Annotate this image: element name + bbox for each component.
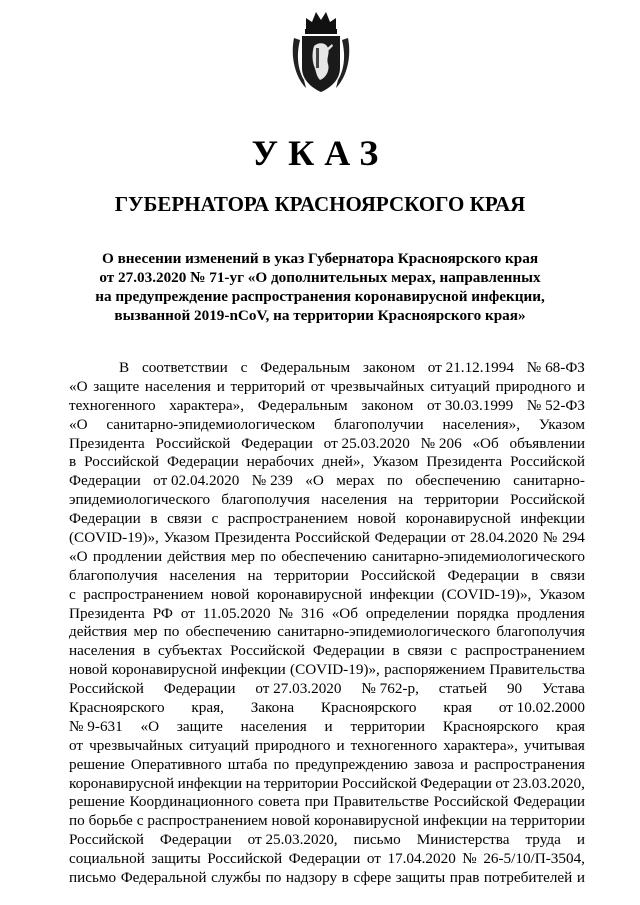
body-word: штаба <box>227 755 268 773</box>
body-word: 294 <box>562 529 585 547</box>
body-word: продлении <box>92 547 163 565</box>
body-word: коронавирусной <box>256 585 362 603</box>
body-word: и <box>336 736 345 754</box>
body-line <box>69 529 585 548</box>
body-line <box>69 699 585 718</box>
body-word: Устава <box>541 680 585 698</box>
body-line <box>69 756 585 775</box>
body-word: в <box>150 510 158 528</box>
body-line <box>69 416 585 435</box>
body-line <box>69 378 585 397</box>
body-word: края, <box>191 699 224 717</box>
body-word: защиты <box>151 850 201 868</box>
body-word: санитарно-эпидемиологическом <box>106 415 316 433</box>
body-word: с <box>211 510 219 528</box>
body-word: и <box>576 831 585 849</box>
body-word: Федерации <box>420 774 492 792</box>
body-word: Федеральной <box>120 869 207 887</box>
body-word: Федерации <box>288 850 361 868</box>
body-word: определении <box>365 604 449 622</box>
body-word: мер <box>231 547 255 565</box>
body-word: связи <box>167 510 202 528</box>
body-word: Федерации <box>159 831 232 849</box>
body-word: техногенного <box>350 736 438 754</box>
body-word: территории <box>274 566 349 584</box>
body-word: № 68-ФЗ <box>526 359 585 376</box>
body-word: инфекции <box>520 510 585 528</box>
body-word: № 206 <box>420 434 462 452</box>
body-word: Красноярского <box>442 717 539 735</box>
body-word: решение <box>69 793 125 811</box>
body-word: надзору <box>285 869 338 887</box>
body-word: по <box>163 623 180 641</box>
body-word: Федерации <box>447 566 520 584</box>
body-word: Федерации <box>69 472 141 490</box>
body-word: распространением <box>227 510 348 528</box>
decree-heading <box>60 249 580 325</box>
body-word: новой <box>271 812 311 830</box>
body-word: с <box>450 642 457 660</box>
body-word: дней», <box>322 453 365 471</box>
krasnoyarsk-coat-of-arms-icon <box>292 8 350 94</box>
body-line <box>69 586 585 605</box>
body-word: благополучия <box>496 623 585 641</box>
body-line <box>69 510 585 529</box>
body-word: территории <box>424 491 499 509</box>
body-word: инфекции <box>423 812 488 830</box>
body-word: и <box>460 755 469 773</box>
body-word: Российской <box>230 642 305 660</box>
body-word: Российской <box>510 453 585 471</box>
body-word: Президента <box>426 453 503 471</box>
body-word: характера», <box>443 736 518 754</box>
body-word: от <box>451 529 466 547</box>
body-word: Правительстве <box>333 793 429 811</box>
body-word: населения», <box>442 415 520 433</box>
body-word: предупреждению <box>295 755 408 773</box>
decree-body-text <box>69 359 585 888</box>
heading-line: на предупреждение распространения коронавирусной инфекции, <box>95 288 545 305</box>
body-word: от 30.03.1999 <box>427 396 514 414</box>
body-word: и <box>576 377 585 395</box>
body-word: распространением <box>464 642 585 660</box>
body-word: распространением <box>83 585 204 603</box>
body-word: «О <box>69 415 88 433</box>
body-word: 26-5/10/П-3504, <box>483 850 585 868</box>
body-word: Федерации <box>513 793 585 811</box>
body-word: территорий <box>230 377 306 395</box>
document-title: УКАЗ <box>251 133 389 173</box>
body-word: населения <box>69 642 136 660</box>
body-word: по <box>265 869 282 887</box>
body-word: Указом <box>163 529 210 547</box>
body-word: труда <box>525 831 561 849</box>
body-line <box>69 472 585 491</box>
body-word: № <box>462 850 477 868</box>
body-word: защите <box>93 377 140 395</box>
body-word: «Об <box>331 604 358 622</box>
body-word: в <box>392 642 400 660</box>
body-word: Правительства <box>489 661 585 679</box>
body-word: «О <box>305 472 324 490</box>
body-word: благополучия <box>69 566 158 584</box>
body-line <box>69 359 585 378</box>
body-word: Указом <box>538 585 585 603</box>
body-word: по <box>273 755 290 773</box>
body-word: от 27.03.2020 <box>255 680 342 698</box>
body-word: санитарно- <box>513 472 585 490</box>
body-word: и <box>576 869 585 887</box>
body-word: коронавирусной <box>405 510 511 528</box>
body-word: от <box>180 604 195 622</box>
body-line <box>69 869 585 888</box>
body-word: на <box>247 566 263 584</box>
body-word: Координационного <box>129 793 254 811</box>
body-word: распоряжением <box>384 661 486 679</box>
body-word: населения <box>144 377 211 395</box>
body-word: статьей <box>438 680 488 698</box>
body-word: от <box>69 736 84 754</box>
body-word: края <box>556 717 585 735</box>
body-line <box>69 548 585 567</box>
body-word: распространением <box>147 812 268 830</box>
body-line <box>69 623 585 642</box>
body-word: Федерации <box>166 453 239 471</box>
body-word: «О <box>69 377 88 395</box>
body-word: по <box>69 812 85 830</box>
body-word: новой <box>69 661 108 679</box>
body-word: Красноярского <box>320 699 417 717</box>
body-word: с <box>69 585 76 603</box>
body-word: новой <box>210 585 250 603</box>
body-line <box>69 831 585 850</box>
body-line <box>69 793 585 812</box>
body-word: населения <box>321 491 388 509</box>
body-word: Российской <box>155 434 231 452</box>
body-word: чрезвычайных <box>330 377 425 395</box>
body-word: № 762-р, <box>361 680 419 698</box>
body-word: связи <box>407 642 443 660</box>
body-word: эпидемиологического <box>69 491 211 509</box>
body-word: № <box>278 604 294 622</box>
body-word: от 25.03.2020, <box>247 831 338 849</box>
body-word: Федерации <box>69 510 141 528</box>
body-word: порядка <box>456 604 509 622</box>
body-word: законом <box>362 359 415 376</box>
body-word: Указом <box>372 453 419 471</box>
body-line <box>69 397 585 416</box>
body-line <box>69 850 585 869</box>
body-word: Российской <box>341 774 417 792</box>
body-word: субъектах <box>158 642 223 660</box>
body-word: Президента <box>214 529 291 547</box>
body-word: Федерации <box>312 642 385 660</box>
body-word: завоза <box>413 755 454 773</box>
body-word: Федерации <box>374 529 447 547</box>
body-word: на <box>398 491 414 509</box>
body-word: Российской <box>360 566 436 584</box>
body-word: № <box>542 529 558 547</box>
body-word: населения <box>240 717 307 735</box>
body-word: от 25.03.2020 <box>323 434 410 452</box>
body-word: № 9-631 <box>69 717 123 735</box>
body-word: письмо <box>69 869 117 887</box>
body-line <box>69 680 585 699</box>
body-word: по <box>260 547 277 565</box>
body-word: сфере <box>353 869 392 887</box>
body-word: Указом <box>538 415 585 433</box>
body-line <box>69 661 585 680</box>
body-word: инфекции <box>221 661 286 679</box>
body-word: Российской <box>433 793 509 811</box>
body-word: нерабочих <box>246 453 315 471</box>
body-word: мер <box>133 623 158 641</box>
body-word: защите <box>176 717 223 735</box>
body-word: (COVID-19)», <box>290 661 380 679</box>
body-word: Президента <box>69 434 145 452</box>
heading-line: вызванной 2019-nCoV, на территории Красноярского края» <box>114 307 526 324</box>
body-word: в <box>531 566 539 584</box>
body-word: от <box>495 774 510 792</box>
body-word: 17.04.2020 <box>387 850 456 868</box>
body-word: в <box>69 453 77 471</box>
body-word: Российской <box>69 831 144 849</box>
body-line <box>69 642 585 661</box>
body-word: защиты <box>395 869 446 887</box>
body-word: от 21.12.1994 <box>427 359 514 376</box>
body-word: прав <box>449 869 480 887</box>
body-word: при <box>304 793 329 811</box>
body-word: ситуаций <box>430 377 490 395</box>
body-word: обеспечению <box>415 472 501 490</box>
body-word: Российской <box>207 850 283 868</box>
body-line <box>69 605 585 624</box>
body-word: связи <box>550 566 585 584</box>
body-word: Президента <box>69 604 145 622</box>
body-word: Закона <box>250 699 295 717</box>
body-word: 90 <box>506 680 523 698</box>
body-word: коронавирусной <box>111 661 217 679</box>
body-line <box>69 737 585 756</box>
body-word: № 52-ФЗ <box>526 396 585 414</box>
body-word: совета <box>258 793 300 811</box>
body-word: 23.03.2020, <box>512 774 585 792</box>
body-word: Российской <box>294 529 370 547</box>
body-word: законом <box>361 396 414 414</box>
body-word: природного <box>495 377 572 395</box>
body-word: ситуаций <box>189 736 249 754</box>
body-word: чрезвычайных <box>89 736 184 754</box>
body-word: на <box>491 812 507 830</box>
body-word: (COVID-19)», <box>441 585 532 603</box>
body-word: природного <box>254 736 331 754</box>
body-word: в <box>341 869 349 887</box>
body-word: Красноярского <box>69 699 165 717</box>
body-word: действия <box>69 623 128 641</box>
body-word: и <box>216 377 225 395</box>
body-word: по <box>387 472 403 490</box>
body-word: решение <box>69 755 125 773</box>
body-word: распространения <box>474 755 585 773</box>
body-word: социальной <box>69 850 145 868</box>
body-word: края <box>443 699 473 717</box>
body-word: службы <box>211 869 262 887</box>
body-word: инфекции <box>177 774 243 792</box>
body-word: (COVID-19)», <box>69 529 159 547</box>
body-word: «О <box>69 547 88 565</box>
body-word: территории <box>350 717 426 735</box>
body-word: «Об <box>472 434 499 452</box>
body-line <box>69 453 585 472</box>
body-word: действия <box>167 547 226 565</box>
body-word: Федерации <box>163 680 236 698</box>
body-word: коронавирусной <box>313 812 420 830</box>
body-word: Федеральным <box>260 359 351 376</box>
body-word: на <box>245 774 261 792</box>
body-word: продления <box>516 604 585 622</box>
body-word: борьбе <box>88 812 133 830</box>
body-word: благополучии <box>333 415 424 433</box>
body-word: от <box>310 377 325 395</box>
body-word: Российской <box>84 453 159 471</box>
body-word: территории <box>263 774 339 792</box>
body-word: Федерации <box>241 434 313 452</box>
body-word: 11.05.2020 <box>202 604 271 622</box>
body-word: мерах <box>336 472 375 490</box>
body-line <box>69 718 585 737</box>
body-word: населения <box>169 566 236 584</box>
body-line <box>69 567 585 586</box>
body-line <box>69 435 585 454</box>
body-word: техногенного <box>69 396 156 414</box>
body-word: обеспечению <box>185 623 272 641</box>
body-line <box>69 491 585 510</box>
body-word: санитарно-эпидемиологического <box>372 547 585 565</box>
body-word: от 02.04.2020 <box>153 472 240 490</box>
body-word: инфекции <box>369 585 435 603</box>
body-word: санитарно-эпидемиологического <box>277 623 491 641</box>
body-word: территории <box>510 812 585 830</box>
body-word: новой <box>357 510 397 528</box>
body-word: обеспечению <box>281 547 367 565</box>
body-word: от 10.02.2000 <box>498 699 585 717</box>
body-word: РФ <box>152 604 173 622</box>
body-word: коронавирусной <box>69 774 175 792</box>
body-word: с <box>240 359 248 376</box>
body-word: Российской <box>69 680 144 698</box>
body-word: учитывая <box>524 736 585 754</box>
heading-line: О внесении изменений в указ Губернатора Красноярского края <box>101 250 539 267</box>
body-word: Оперативного <box>130 755 222 773</box>
body-word: объявлении <box>509 434 585 452</box>
body-word: Федеральным <box>257 396 348 414</box>
body-word: № 239 <box>251 472 293 490</box>
body-word: в <box>142 642 151 660</box>
body-word: от <box>366 850 381 868</box>
document-subtitle: ГУБЕРНАТОРА КРАСНОЯРСКОГО КРАЯ <box>114 192 526 216</box>
body-word: характера», <box>169 396 245 414</box>
body-word: и <box>324 717 333 735</box>
body-word: благополучия <box>221 491 310 509</box>
body-word: Министерства <box>416 831 510 849</box>
body-word: письмо <box>353 831 401 849</box>
body-line <box>69 812 585 831</box>
body-word: соответствии <box>141 359 228 376</box>
body-word: Российской <box>510 491 585 509</box>
body-word: 316 <box>300 604 324 622</box>
body-word: В <box>119 359 130 376</box>
heading-line: от 27.03.2020 № 71-уг «О дополнительных мерах, направленных <box>99 269 541 286</box>
body-line <box>69 775 585 794</box>
body-word: 28.04.2020 <box>469 529 539 547</box>
body-word: потребителей <box>483 869 573 887</box>
body-word: «О <box>140 717 160 735</box>
body-word: с <box>136 812 144 830</box>
